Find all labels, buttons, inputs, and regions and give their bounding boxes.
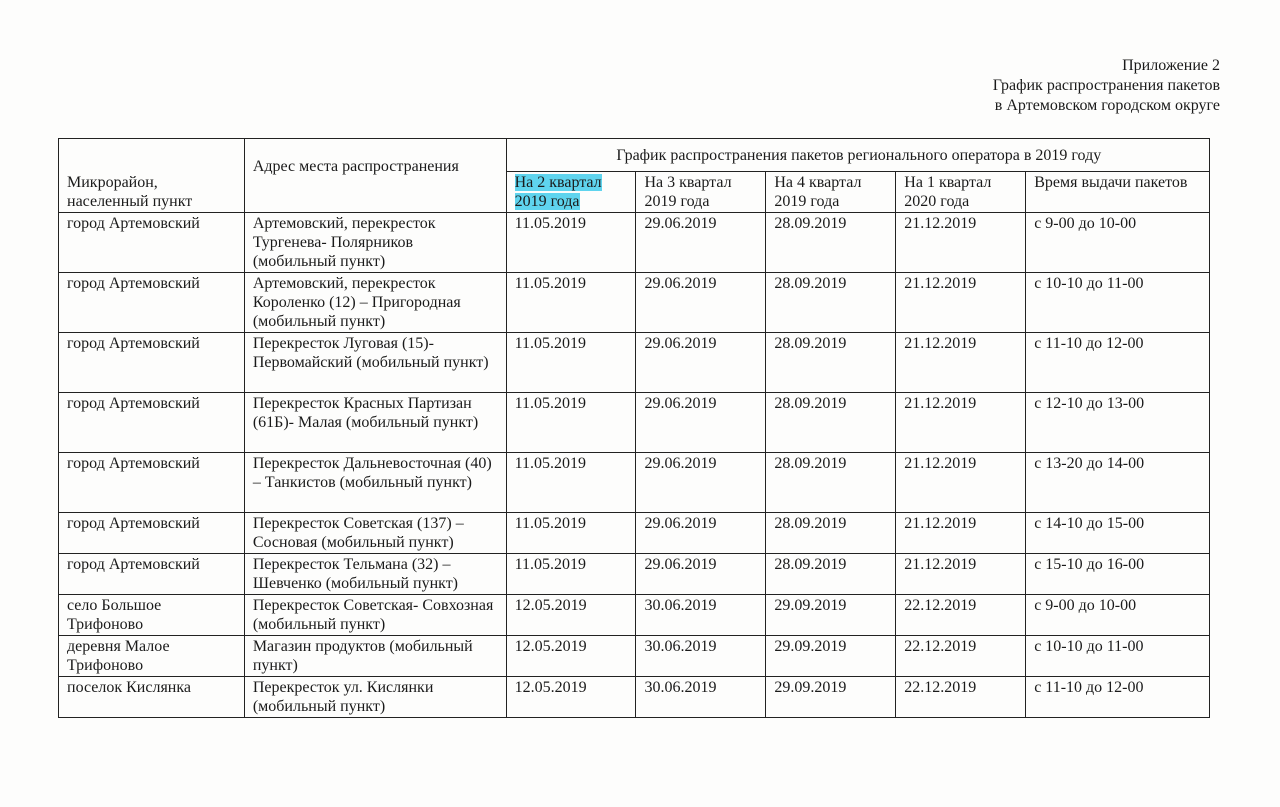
table-row — [59, 393, 1210, 453]
header-q4: На 4 квартал 2019 года — [766, 172, 896, 213]
cell-q2-date: 11.05.2019 — [506, 513, 636, 554]
cell-address: Магазин продуктов (мобильный пункт) — [244, 636, 506, 677]
header-locality: Микрорайон, населенный пункт — [59, 139, 245, 213]
cell-q2-date: 11.05.2019 — [506, 333, 636, 393]
cell-time: с 13-20 до 14-00 — [1026, 453, 1210, 513]
cell-address: Перекресток Советская (137) – Сосновая (мобильный пункт) — [244, 513, 506, 554]
cell-address: Перекресток ул. Кислянки (мобильный пункт) — [244, 677, 506, 718]
cell-q4-date: 28.09.2019 — [766, 213, 896, 273]
cell-q1-date: 22.12.2019 — [896, 677, 1026, 718]
cell-q3-date: 29.06.2019 — [636, 333, 766, 393]
cell-q3-date: 29.06.2019 — [636, 213, 766, 273]
cell-q2-date: 11.05.2019 — [506, 393, 636, 453]
cell-address: Артемовский, перекресток Тургенева- Полярников (мобильный пункт) — [244, 213, 506, 273]
cell-q4-date: 29.09.2019 — [766, 677, 896, 718]
cell-locality: город Артемовский — [59, 273, 245, 333]
table-row — [59, 513, 1210, 554]
highlighted-text: На 2 квартал 2019 года — [514, 174, 602, 210]
cell-address: Перекресток Дальневосточная (40) – Танкистов (мобильный пункт) — [244, 453, 506, 513]
header-time: Время выдачи пакетов — [1026, 172, 1210, 213]
table-row — [59, 677, 1210, 718]
cell-q2-date: 12.05.2019 — [506, 636, 636, 677]
document-subtitle: в Артемовском городском округе — [994, 97, 1220, 114]
header-schedule-group: График распространения пакетов регионального оператора в 2019 году — [506, 139, 1209, 172]
cell-q3-date: 29.06.2019 — [636, 554, 766, 595]
header-address: Адрес места распространения — [244, 139, 506, 213]
cell-locality: город Артемовский — [59, 393, 245, 453]
cell-q1-date: 21.12.2019 — [896, 393, 1026, 453]
cell-q3-date: 29.06.2019 — [636, 453, 766, 513]
cell-q4-date: 28.09.2019 — [766, 333, 896, 393]
table-row — [59, 554, 1210, 595]
cell-q1-date: 21.12.2019 — [896, 273, 1026, 333]
cell-time: с 9-00 до 10-00 — [1026, 595, 1210, 636]
table-row — [59, 333, 1210, 393]
header-q1: На 1 квартал 2020 года — [896, 172, 1026, 213]
cell-q3-date: 30.06.2019 — [636, 677, 766, 718]
cell-q2-date: 11.05.2019 — [506, 273, 636, 333]
cell-locality: город Артемовский — [59, 333, 245, 393]
cell-q2-date: 12.05.2019 — [506, 677, 636, 718]
table-row — [59, 213, 1210, 273]
cell-address: Перекресток Тельмана (32) – Шевченко (мобильный пункт) — [244, 554, 506, 595]
header-q2 — [506, 172, 636, 213]
cell-locality: город Артемовский — [59, 513, 245, 554]
cell-q2-date: 11.05.2019 — [506, 554, 636, 595]
cell-q3-date: 30.06.2019 — [636, 636, 766, 677]
cell-q1-date: 21.12.2019 — [896, 213, 1026, 273]
cell-q2-date: 12.05.2019 — [506, 595, 636, 636]
table-row — [59, 636, 1210, 677]
cell-q1-date: 22.12.2019 — [896, 595, 1026, 636]
cell-q1-date: 21.12.2019 — [896, 513, 1026, 554]
cell-locality: город Артемовский — [59, 453, 245, 513]
cell-q4-date: 29.09.2019 — [766, 636, 896, 677]
cell-q4-date: 28.09.2019 — [766, 513, 896, 554]
cell-q3-date: 29.06.2019 — [636, 393, 766, 453]
cell-q1-date: 21.12.2019 — [896, 554, 1026, 595]
cell-locality: село Большое Трифоново — [59, 595, 245, 636]
cell-time: с 10-10 до 11-00 — [1026, 636, 1210, 677]
cell-time: с 11-10 до 12-00 — [1026, 677, 1210, 718]
table-row — [59, 273, 1210, 333]
cell-address: Перекресток Советская- Совхозная (мобильный пункт) — [244, 595, 506, 636]
cell-q4-date: 28.09.2019 — [766, 393, 896, 453]
cell-q1-date: 21.12.2019 — [896, 333, 1026, 393]
cell-locality: поселок Кислянка — [59, 677, 245, 718]
cell-q1-date: 22.12.2019 — [896, 636, 1026, 677]
cell-address: Перекресток Красных Партизан (61Б)- Малая (мобильный пункт) — [244, 393, 506, 453]
table-row — [59, 453, 1210, 513]
appendix-label: Приложение 2 — [1122, 57, 1220, 74]
document-title: График распространения пакетов — [992, 77, 1220, 94]
cell-address: Перекресток Луговая (15)- Первомайский (мобильный пункт) — [244, 333, 506, 393]
cell-q1-date: 21.12.2019 — [896, 453, 1026, 513]
cell-q4-date: 28.09.2019 — [766, 273, 896, 333]
cell-time: с 12-10 до 13-00 — [1026, 393, 1210, 453]
cell-q4-date: 29.09.2019 — [766, 595, 896, 636]
cell-locality: деревня Малое Трифоново — [59, 636, 245, 677]
cell-locality: город Артемовский — [59, 213, 245, 273]
cell-time: с 11-10 до 12-00 — [1026, 333, 1210, 393]
cell-address: Артемовский, перекресток Короленко (12) – Пригородная (мобильный пункт) — [244, 273, 506, 333]
cell-q2-date: 11.05.2019 — [506, 453, 636, 513]
table-row — [59, 595, 1210, 636]
cell-q4-date: 28.09.2019 — [766, 554, 896, 595]
cell-time: с 9-00 до 10-00 — [1026, 213, 1210, 273]
cell-q3-date: 29.06.2019 — [636, 513, 766, 554]
cell-locality: город Артемовский — [59, 554, 245, 595]
header-q3: На 3 квартал 2019 года — [636, 172, 766, 213]
cell-time: с 14-10 до 15-00 — [1026, 513, 1210, 554]
cell-q4-date: 28.09.2019 — [766, 453, 896, 513]
cell-time: с 10-10 до 11-00 — [1026, 273, 1210, 333]
cell-time: с 15-10 до 16-00 — [1026, 554, 1210, 595]
schedule-table — [58, 138, 1210, 718]
document-header — [993, 56, 1220, 116]
cell-q2-date: 11.05.2019 — [506, 213, 636, 273]
cell-q3-date: 30.06.2019 — [636, 595, 766, 636]
cell-q3-date: 29.06.2019 — [636, 273, 766, 333]
